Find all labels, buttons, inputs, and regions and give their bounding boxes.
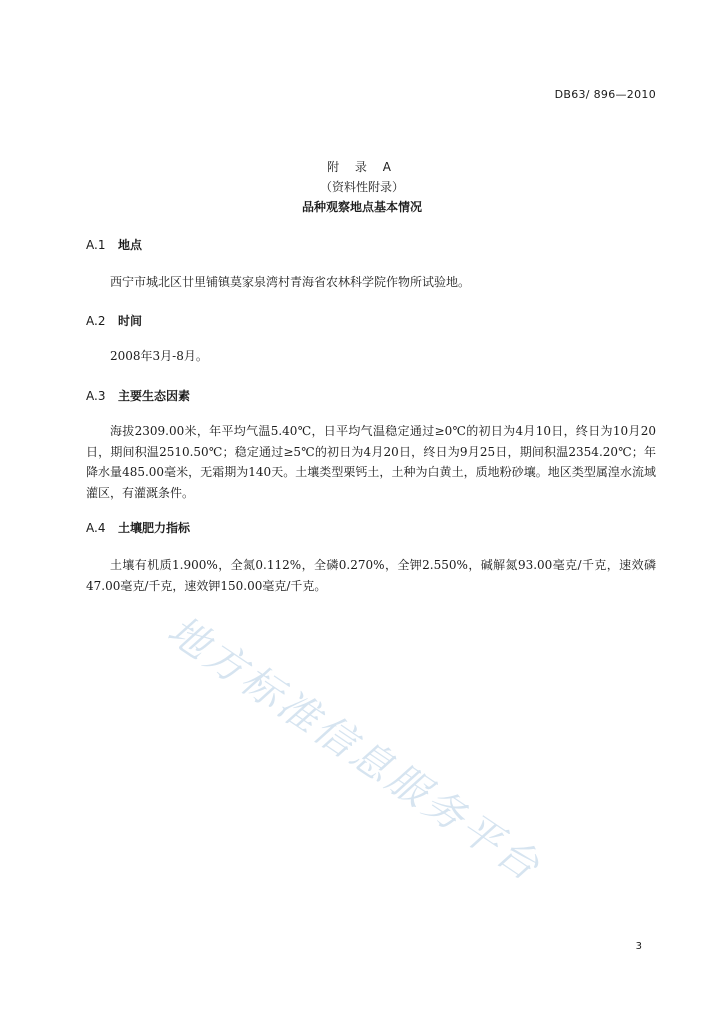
- section-number: A.3: [86, 389, 106, 403]
- section-number: A.1: [86, 238, 106, 252]
- section-text-a1: 西宁市城北区廿里铺镇莫家泉湾村青海省农林科学院作物所试验地。: [110, 275, 471, 289]
- appendix-subtitle: （资料性附录）: [319, 180, 404, 194]
- section-number: A.4: [86, 521, 106, 535]
- appendix-main-title: 品种观察地点基本情况: [301, 200, 422, 214]
- section-heading-a4: [86, 519, 190, 536]
- page-number: 3: [635, 941, 642, 952]
- standard-code: DB63/ 896—2010: [554, 88, 656, 101]
- section-heading-a1: [86, 236, 142, 253]
- section-title: 主要生态因素: [118, 389, 191, 403]
- section-heading-a3: [86, 387, 190, 404]
- section-text-a2: 2008年3月-8月。: [110, 349, 208, 363]
- section-title: 地点: [118, 238, 143, 252]
- section-heading-a2: [86, 312, 142, 329]
- section-number: A.2: [86, 314, 106, 328]
- section-title: 时间: [118, 314, 143, 328]
- section-text-a3: 海拔2309.00米，年平均气温5.40℃，日平均气温稳定通过≥0℃的初日为4月10日，终日为10月20日，期间积温2510.50℃；稳定通过≥5℃的初日为4月20日，终日为9月25日，期间积温2354.20℃；年降水量485.00毫米，无霜期为140天。土壤类型栗钙土，土种为白黄土，质地粉砂壤。地区类型属湟水流域灌区，有灌溉条件。: [86, 424, 656, 500]
- section-title: 土壤肥力指标: [118, 521, 191, 535]
- section-text-a4: 土壤有机质1.900%，全氮0.112%，全磷0.270%，全钾2.550%，碱解氮93.00毫克/千克，速效磷47.00毫克/千克，速效钾150.00毫克/千克。: [86, 558, 656, 593]
- watermark: 地方标准信息服务平台: [159, 607, 550, 892]
- appendix-title: 附 录 A: [327, 160, 397, 174]
